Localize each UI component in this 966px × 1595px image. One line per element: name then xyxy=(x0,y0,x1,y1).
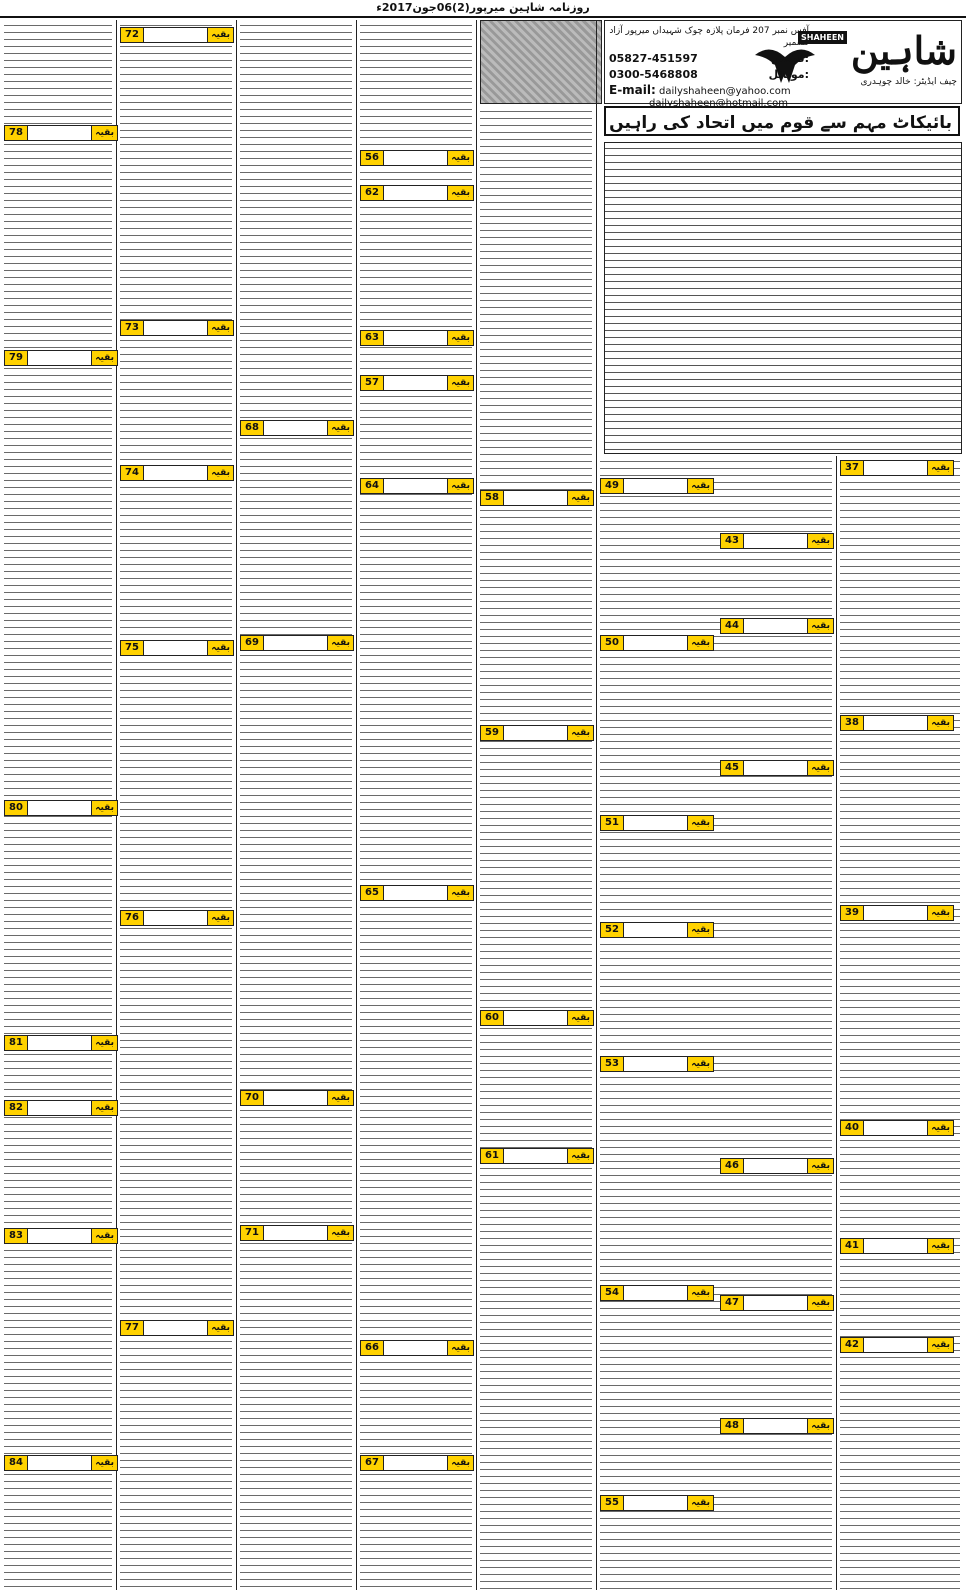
continuation-label: بقیہ xyxy=(327,1226,353,1240)
continuation-number: 61 xyxy=(481,1149,504,1163)
column-rule xyxy=(836,456,837,1590)
continuation-spacer xyxy=(864,1239,927,1253)
continuation-spacer xyxy=(384,886,447,900)
continuation-number: 37 xyxy=(841,461,864,475)
continuation-spacer xyxy=(144,1321,207,1335)
continuation-number: 50 xyxy=(601,636,624,650)
continuation-box-38 xyxy=(840,715,954,731)
continuation-spacer xyxy=(504,1149,567,1163)
continuation-spacer xyxy=(384,479,447,493)
fax-number: 05827-451597 xyxy=(609,52,698,65)
continuation-spacer xyxy=(28,1456,91,1470)
continuation-label: بقیہ xyxy=(447,1341,473,1355)
continuation-spacer xyxy=(144,911,207,925)
continuation-box-76 xyxy=(120,910,234,926)
continuation-label: بقیہ xyxy=(91,1456,117,1470)
continuation-box-71 xyxy=(240,1225,354,1241)
continuation-box-51 xyxy=(600,815,714,831)
continuation-label: بقیہ xyxy=(91,1101,117,1115)
continuation-number: 72 xyxy=(121,28,144,42)
continuation-number: 49 xyxy=(601,479,624,493)
continuation-spacer xyxy=(384,331,447,345)
continuation-number: 60 xyxy=(481,1011,504,1025)
text-column-2 xyxy=(120,20,232,1590)
email-label: E-mail: xyxy=(609,83,656,97)
continuation-box-41 xyxy=(840,1238,954,1254)
continuation-box-48 xyxy=(720,1418,834,1434)
email-2: dailyshaheen@hotmail.com xyxy=(649,98,788,109)
lead-story-text xyxy=(604,142,962,454)
continuation-label: بقیہ xyxy=(91,1229,117,1243)
continuation-box-79 xyxy=(4,350,118,366)
brand-name: شاہین xyxy=(850,28,957,73)
continuation-box-43 xyxy=(720,533,834,549)
continuation-box-68 xyxy=(240,420,354,436)
continuation-number: 59 xyxy=(481,726,504,740)
continuation-label: بقیہ xyxy=(807,1159,833,1173)
continuation-label: بقیہ xyxy=(807,761,833,775)
continuation-spacer xyxy=(144,466,207,480)
continuation-box-84 xyxy=(4,1455,118,1471)
continuation-box-64 xyxy=(360,478,474,494)
continuation-spacer xyxy=(28,801,91,815)
continuation-label: بقیہ xyxy=(91,1036,117,1050)
continuation-number: 55 xyxy=(601,1496,624,1510)
continuation-label: بقیہ xyxy=(687,1057,713,1071)
continuation-number: 47 xyxy=(721,1296,744,1310)
continuation-label: بقیہ xyxy=(687,816,713,830)
continuation-number: 54 xyxy=(601,1286,624,1300)
continuation-label: بقیہ xyxy=(327,1091,353,1105)
continuation-spacer xyxy=(384,186,447,200)
continuation-box-49 xyxy=(600,478,714,494)
mobile-number: 0300-5468808 xyxy=(609,68,698,81)
continuation-number: 71 xyxy=(241,1226,264,1240)
continuation-box-80 xyxy=(4,800,118,816)
continuation-label: بقیہ xyxy=(927,461,953,475)
text-column-3 xyxy=(240,20,352,1590)
continuation-number: 53 xyxy=(601,1057,624,1071)
continuation-box-67 xyxy=(360,1455,474,1471)
column-rule xyxy=(596,20,597,1590)
continuation-spacer xyxy=(28,126,91,140)
continuation-box-61 xyxy=(480,1148,594,1164)
continuation-spacer xyxy=(744,619,807,633)
continuation-label: بقیہ xyxy=(447,886,473,900)
text-column-5 xyxy=(480,106,592,1590)
continuation-spacer xyxy=(864,906,927,920)
continuation-number: 48 xyxy=(721,1419,744,1433)
continuation-box-37 xyxy=(840,460,954,476)
continuation-spacer xyxy=(744,1296,807,1310)
continuation-spacer xyxy=(864,1121,927,1135)
continuation-box-44 xyxy=(720,618,834,634)
continuation-label: بقیہ xyxy=(447,376,473,390)
column-rule xyxy=(236,20,237,1590)
continuation-box-42 xyxy=(840,1337,954,1353)
continuation-number: 58 xyxy=(481,491,504,505)
continuation-label: بقیہ xyxy=(927,1121,953,1135)
continuation-spacer xyxy=(28,1229,91,1243)
continuation-box-59 xyxy=(480,725,594,741)
continuation-spacer xyxy=(744,1159,807,1173)
editor-line: چیف ایڈیٹر: خالد چوہدری xyxy=(860,77,957,87)
continuation-number: 42 xyxy=(841,1338,864,1352)
continuation-label: بقیہ xyxy=(447,186,473,200)
continuation-number: 43 xyxy=(721,534,744,548)
continuation-label: بقیہ xyxy=(567,726,593,740)
continuation-spacer xyxy=(384,376,447,390)
text-column-7 xyxy=(840,456,960,1590)
continuation-label: بقیہ xyxy=(807,619,833,633)
continuation-box-60 xyxy=(480,1010,594,1026)
continuation-label: بقیہ xyxy=(687,1286,713,1300)
continuation-number: 69 xyxy=(241,636,264,650)
continuation-label: بقیہ xyxy=(927,1338,953,1352)
continuation-spacer xyxy=(624,636,687,650)
continuation-label: بقیہ xyxy=(567,1149,593,1163)
continuation-spacer xyxy=(864,461,927,475)
continuation-label: بقیہ xyxy=(447,151,473,165)
continuation-label: بقیہ xyxy=(927,1239,953,1253)
continuation-number: 39 xyxy=(841,906,864,920)
continuation-box-39 xyxy=(840,905,954,921)
continuation-spacer xyxy=(384,1456,447,1470)
continuation-spacer xyxy=(144,28,207,42)
continuation-box-73 xyxy=(120,320,234,336)
continuation-label: بقیہ xyxy=(807,534,833,548)
continuation-box-70 xyxy=(240,1090,354,1106)
continuation-spacer xyxy=(28,351,91,365)
continuation-box-55 xyxy=(600,1495,714,1511)
continuation-label: بقیہ xyxy=(207,1321,233,1335)
continuation-label: بقیہ xyxy=(447,1456,473,1470)
column-rule xyxy=(476,20,477,1590)
fax-label: فیکس: xyxy=(770,52,809,65)
continuation-spacer xyxy=(744,534,807,548)
continuation-spacer xyxy=(864,716,927,730)
continuation-number: 74 xyxy=(121,466,144,480)
continuation-spacer xyxy=(28,1101,91,1115)
continuation-label: بقیہ xyxy=(91,126,117,140)
continuation-spacer xyxy=(264,636,327,650)
continuation-number: 65 xyxy=(361,886,384,900)
continuation-number: 70 xyxy=(241,1091,264,1105)
continuation-number: 81 xyxy=(5,1036,28,1050)
continuation-box-50 xyxy=(600,635,714,651)
continuation-number: 46 xyxy=(721,1159,744,1173)
continuation-number: 84 xyxy=(5,1456,28,1470)
continuation-number: 64 xyxy=(361,479,384,493)
continuation-number: 82 xyxy=(5,1101,28,1115)
continuation-label: بقیہ xyxy=(207,641,233,655)
continuation-label: بقیہ xyxy=(207,28,233,42)
continuation-box-53 xyxy=(600,1056,714,1072)
continuation-number: 67 xyxy=(361,1456,384,1470)
continuation-label: بقیہ xyxy=(327,421,353,435)
continuation-label: بقیہ xyxy=(927,906,953,920)
continuation-box-40 xyxy=(840,1120,954,1136)
continuation-label: بقیہ xyxy=(687,479,713,493)
continuation-box-74 xyxy=(120,465,234,481)
continuation-number: 77 xyxy=(121,1321,144,1335)
continuation-box-46 xyxy=(720,1158,834,1174)
brand-tag: SHAHEEN xyxy=(798,31,847,44)
continuation-number: 80 xyxy=(5,801,28,815)
continuation-spacer xyxy=(384,1341,447,1355)
continuation-label: بقیہ xyxy=(207,466,233,480)
continuation-number: 79 xyxy=(5,351,28,365)
continuation-spacer xyxy=(504,726,567,740)
continuation-box-83 xyxy=(4,1228,118,1244)
continuation-number: 62 xyxy=(361,186,384,200)
continuation-label: بقیہ xyxy=(567,1011,593,1025)
continuation-label: بقیہ xyxy=(91,351,117,365)
continuation-label: بقیہ xyxy=(687,636,713,650)
continuation-spacer xyxy=(504,1011,567,1025)
continuation-spacer xyxy=(624,1057,687,1071)
continuation-number: 38 xyxy=(841,716,864,730)
continuation-number: 40 xyxy=(841,1121,864,1135)
continuation-number: 56 xyxy=(361,151,384,165)
continuation-box-77 xyxy=(120,1320,234,1336)
continuation-label: بقیہ xyxy=(567,491,593,505)
continuation-box-57 xyxy=(360,375,474,391)
continuation-label: بقیہ xyxy=(91,801,117,815)
continuation-box-65 xyxy=(360,885,474,901)
continuation-box-66 xyxy=(360,1340,474,1356)
continuation-number: 83 xyxy=(5,1229,28,1243)
continuation-number: 52 xyxy=(601,923,624,937)
continuation-spacer xyxy=(624,816,687,830)
continuation-box-72 xyxy=(120,27,234,43)
continuation-number: 57 xyxy=(361,376,384,390)
continuation-label: بقیہ xyxy=(807,1419,833,1433)
column-rule xyxy=(356,20,357,1590)
continuation-number: 41 xyxy=(841,1239,864,1253)
continuation-box-69 xyxy=(240,635,354,651)
continuation-box-75 xyxy=(120,640,234,656)
continuation-label: بقیہ xyxy=(927,716,953,730)
continuation-number: 73 xyxy=(121,321,144,335)
lead-headline: بائیکاٹ مہم سے قوم میں اتحاد کی راہیں xyxy=(604,106,960,136)
continuation-spacer xyxy=(624,923,687,937)
continuation-number: 78 xyxy=(5,126,28,140)
continuation-spacer xyxy=(144,321,207,335)
masthead xyxy=(604,20,962,109)
office-address: آفس نمبر 207 فرمان پلازہ چوک شہیداں میرپور آزاد کشمیر xyxy=(609,26,809,48)
continuation-label: بقیہ xyxy=(327,636,353,650)
continuation-box-78 xyxy=(4,125,118,141)
continuation-spacer xyxy=(264,1091,327,1105)
continuation-label: بقیہ xyxy=(207,911,233,925)
continuation-spacer xyxy=(384,151,447,165)
continuation-spacer xyxy=(28,1036,91,1050)
continuation-label: بقیہ xyxy=(447,479,473,493)
continuation-label: بقیہ xyxy=(447,331,473,345)
continuation-spacer xyxy=(264,1226,327,1240)
continuation-spacer xyxy=(264,421,327,435)
continuation-spacer xyxy=(744,761,807,775)
continuation-spacer xyxy=(504,491,567,505)
monument-photo xyxy=(480,20,602,104)
continuation-box-56 xyxy=(360,150,474,166)
continuation-box-54 xyxy=(600,1285,714,1301)
continuation-spacer xyxy=(144,641,207,655)
continuation-number: 75 xyxy=(121,641,144,655)
contact-block xyxy=(609,25,809,109)
continuation-box-47 xyxy=(720,1295,834,1311)
continuation-number: 45 xyxy=(721,761,744,775)
continuation-number: 63 xyxy=(361,331,384,345)
continuation-label: بقیہ xyxy=(807,1296,833,1310)
continuation-number: 66 xyxy=(361,1341,384,1355)
continuation-box-58 xyxy=(480,490,594,506)
continuation-number: 51 xyxy=(601,816,624,830)
continuation-spacer xyxy=(864,1338,927,1352)
continuation-number: 44 xyxy=(721,619,744,633)
continuation-spacer xyxy=(624,1286,687,1300)
continuation-label: بقیہ xyxy=(687,1496,713,1510)
continuation-spacer xyxy=(624,479,687,493)
continuation-box-63 xyxy=(360,330,474,346)
continuation-number: 68 xyxy=(241,421,264,435)
continuation-box-81 xyxy=(4,1035,118,1051)
email-1: dailyshaheen@yahoo.com xyxy=(659,86,791,97)
continuation-number: 76 xyxy=(121,911,144,925)
page-dateline: روزنامہ شاہین میرپور(2)06جون2017ء xyxy=(0,0,966,18)
continuation-box-82 xyxy=(4,1100,118,1116)
continuation-label: بقیہ xyxy=(687,923,713,937)
brand-logo xyxy=(801,25,957,95)
continuation-spacer xyxy=(744,1419,807,1433)
continuation-label: بقیہ xyxy=(207,321,233,335)
continuation-box-45 xyxy=(720,760,834,776)
continuation-box-62 xyxy=(360,185,474,201)
continuation-box-52 xyxy=(600,922,714,938)
continuation-spacer xyxy=(624,1496,687,1510)
mobile-label: موبائل: xyxy=(768,68,809,81)
